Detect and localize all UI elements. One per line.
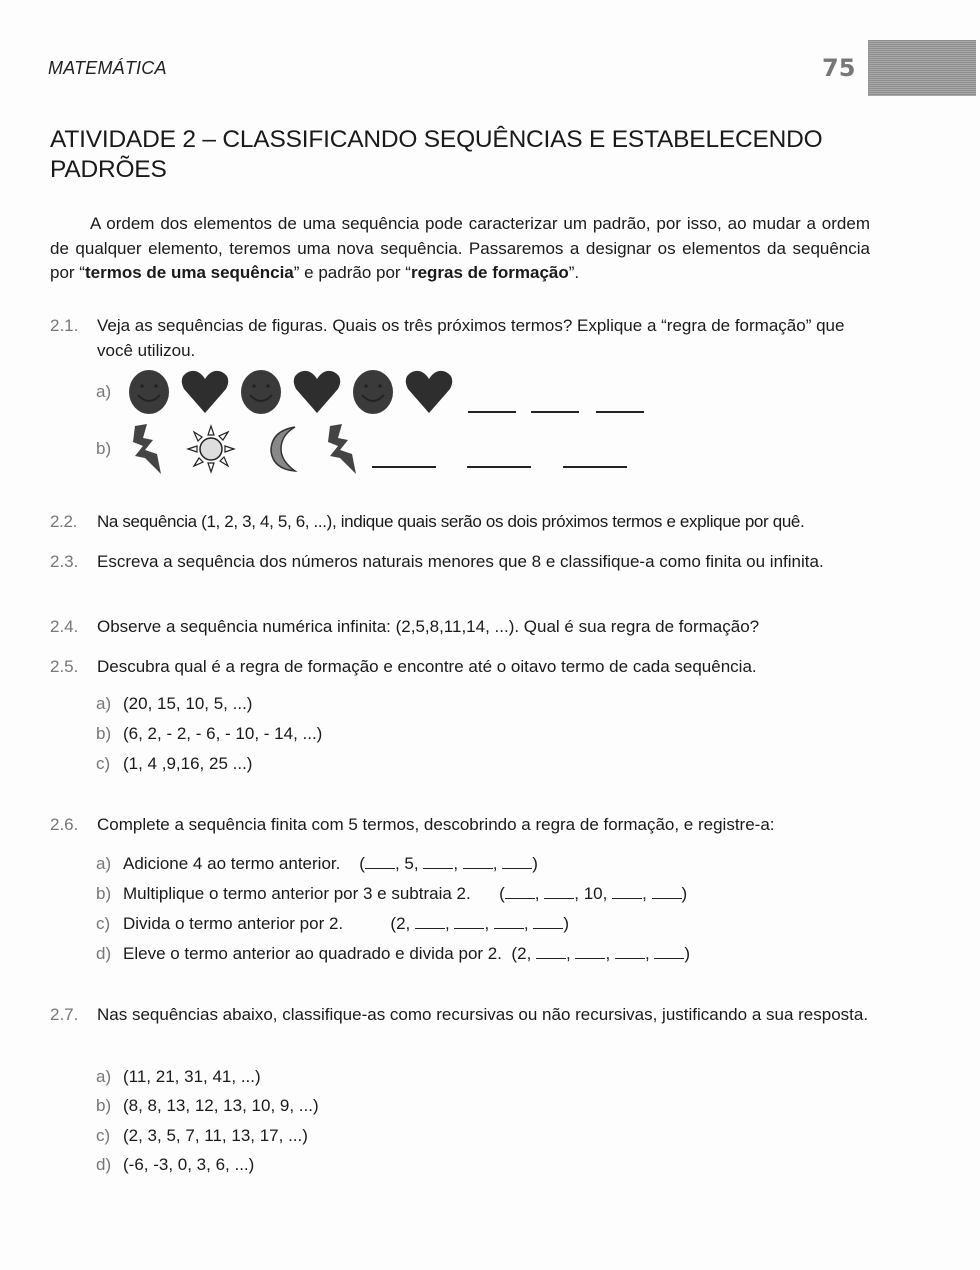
question-2-2 — [50, 510, 870, 535]
known-term: 2 — [517, 944, 527, 963]
answer-blank[interactable] — [654, 957, 684, 959]
paren: ) — [563, 914, 570, 933]
smiley-icon — [236, 367, 286, 417]
paren: ( — [390, 914, 397, 933]
comma: , — [444, 914, 450, 933]
question-text: Complete a sequência finita com 5 termos, descobrindo a regra de formação, e registre-a: — [97, 815, 775, 834]
question-text: Observe a sequência numérica infinita: (2,5,8,11,14, ...). Qual é sua regra de formação? — [97, 617, 760, 636]
comma: , — [605, 944, 611, 963]
answer-blank[interactable] — [544, 897, 574, 899]
paren: ( — [499, 884, 505, 903]
sequence-text: (8, 8, 13, 12, 13, 10, 9, ...) — [123, 1096, 319, 1115]
comma: , — [492, 854, 498, 873]
sequence-item — [96, 692, 252, 716]
comma: , — [566, 944, 571, 963]
question-text: Descubra qual é a regra de formação e encontre até o oitavo termo de cada sequência. — [97, 657, 757, 676]
answer-blank[interactable] — [423, 867, 453, 869]
sequence-item — [96, 882, 687, 906]
lightning-icon — [124, 424, 170, 474]
sequence-text: (2, 3, 5, 7, 11, 13, 17, ...) — [123, 1126, 308, 1145]
answer-blank[interactable] — [502, 867, 532, 869]
question-number: 2.7. — [50, 1005, 79, 1024]
sequence-item — [96, 1153, 254, 1177]
figure-sequence-b — [96, 424, 368, 474]
known-term: 10 — [583, 884, 603, 903]
lightning-icon — [322, 424, 362, 474]
question-2-4 — [50, 615, 870, 640]
item-label: b) — [96, 724, 112, 743]
smiley-icon — [348, 367, 398, 417]
sequence-item — [96, 722, 322, 746]
answer-blank[interactable] — [652, 897, 682, 899]
sequence-item — [96, 942, 690, 966]
sequence-item — [96, 1094, 319, 1118]
comma: , — [642, 884, 647, 903]
item-label: b) — [96, 439, 112, 458]
figure-sequence-a — [96, 367, 460, 417]
sequence-text: (1, 4 ,9,16, 25 ...) — [123, 754, 253, 773]
question-number: 2.3. — [50, 552, 79, 571]
known-term: 2 — [396, 914, 406, 933]
intro-term-bold: termos de uma sequência — [84, 263, 294, 282]
sequence-item — [96, 1065, 261, 1089]
sequence-item — [96, 1124, 308, 1148]
answer-blank[interactable] — [463, 867, 493, 869]
intro-rule-bold: regras de formação — [410, 263, 569, 282]
question-number: 2.1. — [50, 316, 79, 335]
comma: , — [484, 914, 490, 933]
answer-blank[interactable] — [365, 867, 395, 869]
intro-paragraph — [50, 212, 870, 286]
paren: ( — [511, 944, 518, 963]
item-label: a) — [96, 382, 112, 401]
sequence-item — [96, 852, 538, 876]
item-label: d) — [96, 1155, 112, 1174]
comma: , — [413, 854, 424, 873]
answer-blank[interactable] — [615, 957, 645, 959]
rule-text: Adicione 4 ao termo anterior. — [123, 854, 341, 873]
comma: , — [405, 914, 415, 933]
header-subject: MATEMÁTICA — [48, 58, 167, 78]
moon-icon — [262, 424, 304, 474]
sequence-item — [96, 752, 252, 776]
paren: ) — [681, 884, 688, 903]
answer-blank[interactable] — [563, 466, 627, 468]
sequence-item — [96, 912, 569, 936]
smiley-icon — [124, 367, 174, 417]
question-text: Na sequência (1, 2, 3, 4, 5, 6, ...), indique quais serão os dois próximos termos e explique por quê. — [97, 512, 805, 531]
comma: , — [394, 854, 405, 873]
answer-blank[interactable] — [612, 897, 642, 899]
question-2-5 — [50, 655, 870, 680]
sequence-text: (6, 2, - 2, - 6, - 10, - 14, ...) — [123, 724, 323, 743]
item-label: a) — [96, 1067, 112, 1086]
question-number: 2.4. — [50, 617, 79, 636]
question-2-6 — [50, 813, 870, 838]
sequence-text: (11, 21, 31, 41, ...) — [123, 1067, 261, 1086]
intro-text: ”. — [568, 263, 580, 282]
question-2-1 — [50, 314, 870, 363]
known-term: 5 — [404, 854, 414, 873]
heart-icon — [404, 367, 454, 417]
paren: ) — [684, 944, 691, 963]
rule-text: Divida o termo anterior por 2. — [123, 914, 344, 933]
answer-blank[interactable] — [467, 466, 531, 468]
comma: , — [602, 884, 613, 903]
answer-blank[interactable] — [454, 927, 484, 929]
question-2-3 — [50, 550, 870, 575]
intro-text: ” e padrão por “ — [293, 263, 411, 282]
item-label: c) — [96, 914, 111, 933]
intro-text: A ordem dos elementos de uma sequência pode caracterizar um padrão, por isso, ao mudar a ordem de qualquer elemento, teremos uma nova sequência. Passaremos a designar os elementos da sequência por “ — [50, 214, 870, 282]
answer-blank[interactable] — [415, 927, 445, 929]
sequence-text: (-6, -3, 0, 3, 6, ...) — [123, 1155, 255, 1174]
question-number: 2.6. — [50, 815, 79, 834]
item-label: a) — [96, 854, 112, 873]
page-number: 75 — [822, 54, 856, 82]
answer-blank[interactable] — [575, 957, 605, 959]
paren: ( — [359, 854, 365, 873]
answer-blank[interactable] — [536, 957, 566, 959]
heart-icon — [292, 367, 342, 417]
rule-text: Multiplique o termo anterior por 3 e subtraia 2. — [123, 884, 471, 903]
question-number: 2.2. — [50, 512, 77, 531]
comma: , — [644, 944, 650, 963]
page-tab-decoration — [868, 40, 976, 96]
comma: , — [526, 944, 537, 963]
question-2-7 — [50, 1003, 870, 1028]
comma: , — [534, 884, 540, 903]
answer-blank[interactable] — [533, 927, 563, 929]
item-label: c) — [96, 1126, 111, 1145]
comma: , — [453, 854, 459, 873]
heart-icon — [180, 367, 230, 417]
question-text: Veja as sequências de figuras. Quais os três próximos termos? Explique a “regra de formação” que você utilizou. — [97, 316, 845, 360]
item-label: a) — [96, 694, 112, 713]
sun-icon — [184, 424, 238, 474]
paren: ) — [532, 854, 538, 873]
sequence-text: (20, 15, 10, 5, ...) — [123, 694, 253, 713]
question-text: Nas sequências abaixo, classifique-as como recursivas ou não recursivas, justificando a sua resposta. — [97, 1005, 869, 1024]
question-text: Escreva a sequência dos números naturais menores que 8 e classifique-a como finita ou infinita. — [97, 552, 824, 571]
item-label: c) — [96, 754, 111, 773]
question-number: 2.5. — [50, 657, 79, 676]
item-label: b) — [96, 1096, 112, 1115]
answer-blank[interactable] — [372, 466, 436, 468]
answer-blank[interactable] — [505, 897, 535, 899]
answer-blank[interactable] — [596, 411, 644, 413]
answer-blank[interactable] — [468, 411, 516, 413]
answer-blank[interactable] — [531, 411, 579, 413]
comma: , — [523, 914, 529, 933]
item-label: d) — [96, 944, 112, 963]
answer-blank[interactable] — [494, 927, 524, 929]
comma: , — [574, 884, 584, 903]
item-label: b) — [96, 884, 112, 903]
rule-text: Eleve o termo anterior ao quadrado e divida por 2. — [123, 944, 502, 963]
activity-title: ATIVIDADE 2 – CLASSIFICANDO SEQUÊNCIAS E ESTABELECENDO PADRÕES — [50, 126, 823, 183]
